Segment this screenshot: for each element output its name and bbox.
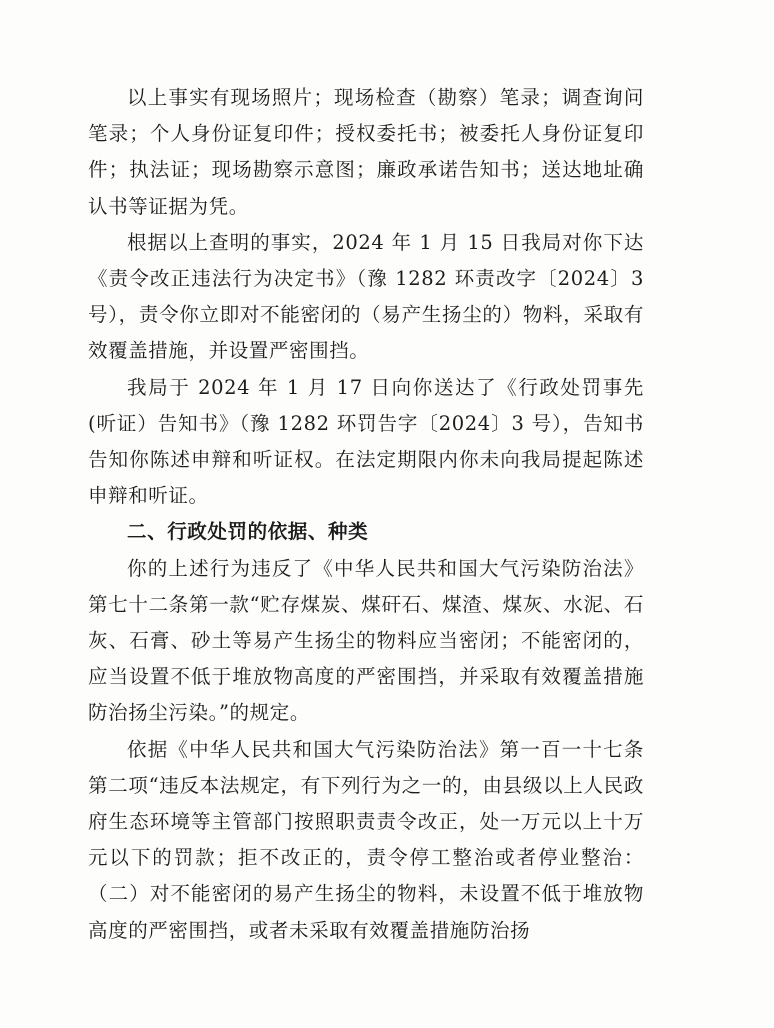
evidence-paragraph: 以上事实有现场照片；现场检查（勘察）笔录；调查询问笔录；个人身份证复印件；授权委托书；被委托人身份证复印件；执法证；现场勘察示意图；廉政承诺告知书；送达地址确认书等证据为凭。	[88, 86, 644, 218]
violation-paragraph: 你的上述行为违反了《中华人民共和国大气污染防治法》第七十二条第一款“贮存煤炭、煤矸石、煤渣、煤灰、水泥、石灰、石膏、砂土等易产生扬尘的物料应当密闭；不能密闭的，应当设置不低于堆放物高度的严密围挡，并采取有效覆盖措施防治扬尘污染。”的规定。	[88, 556, 644, 725]
notice-paragraph: 我局于 2024 年 1 月 17 日向你送达了《行政处罚事先(听证）告知书》（豫 1282 环罚告字〔2024〕3 号），告知书告知你陈述申辩和听证权。在法定期限内你未向我局提起陈述申辩和听证。	[88, 375, 644, 508]
legal-basis-paragraph: 依据《中华人民共和国大气污染防治法》第一百一十七条第二项“违反本法规定，有下列行为之一的，由县级以上人民政府生态环境等主管部门按照职责责令改正，处一万元以上十万元以下的罚款；拒不改正的，责令停工整治或者停业整治：（二）对不能密闭的易产生扬尘的物料，未设置不低于堆放物高度的严密围挡，或者未采取有效覆盖措施防治扬	[88, 737, 644, 942]
section-heading: 二、行政处罚的依据、种类	[127, 520, 369, 544]
order-paragraph: 根据以上查明的事实，2024 年 1 月 15 日我局对你下达《责令改正违法行为决定书》（豫 1282 环责改字〔2024〕3 号），责令你立即对不能密闭的（易产生扬尘的）物料，采取有效覆盖措施，并设置严密围挡。	[88, 230, 644, 363]
document-body	[88, 80, 644, 949]
